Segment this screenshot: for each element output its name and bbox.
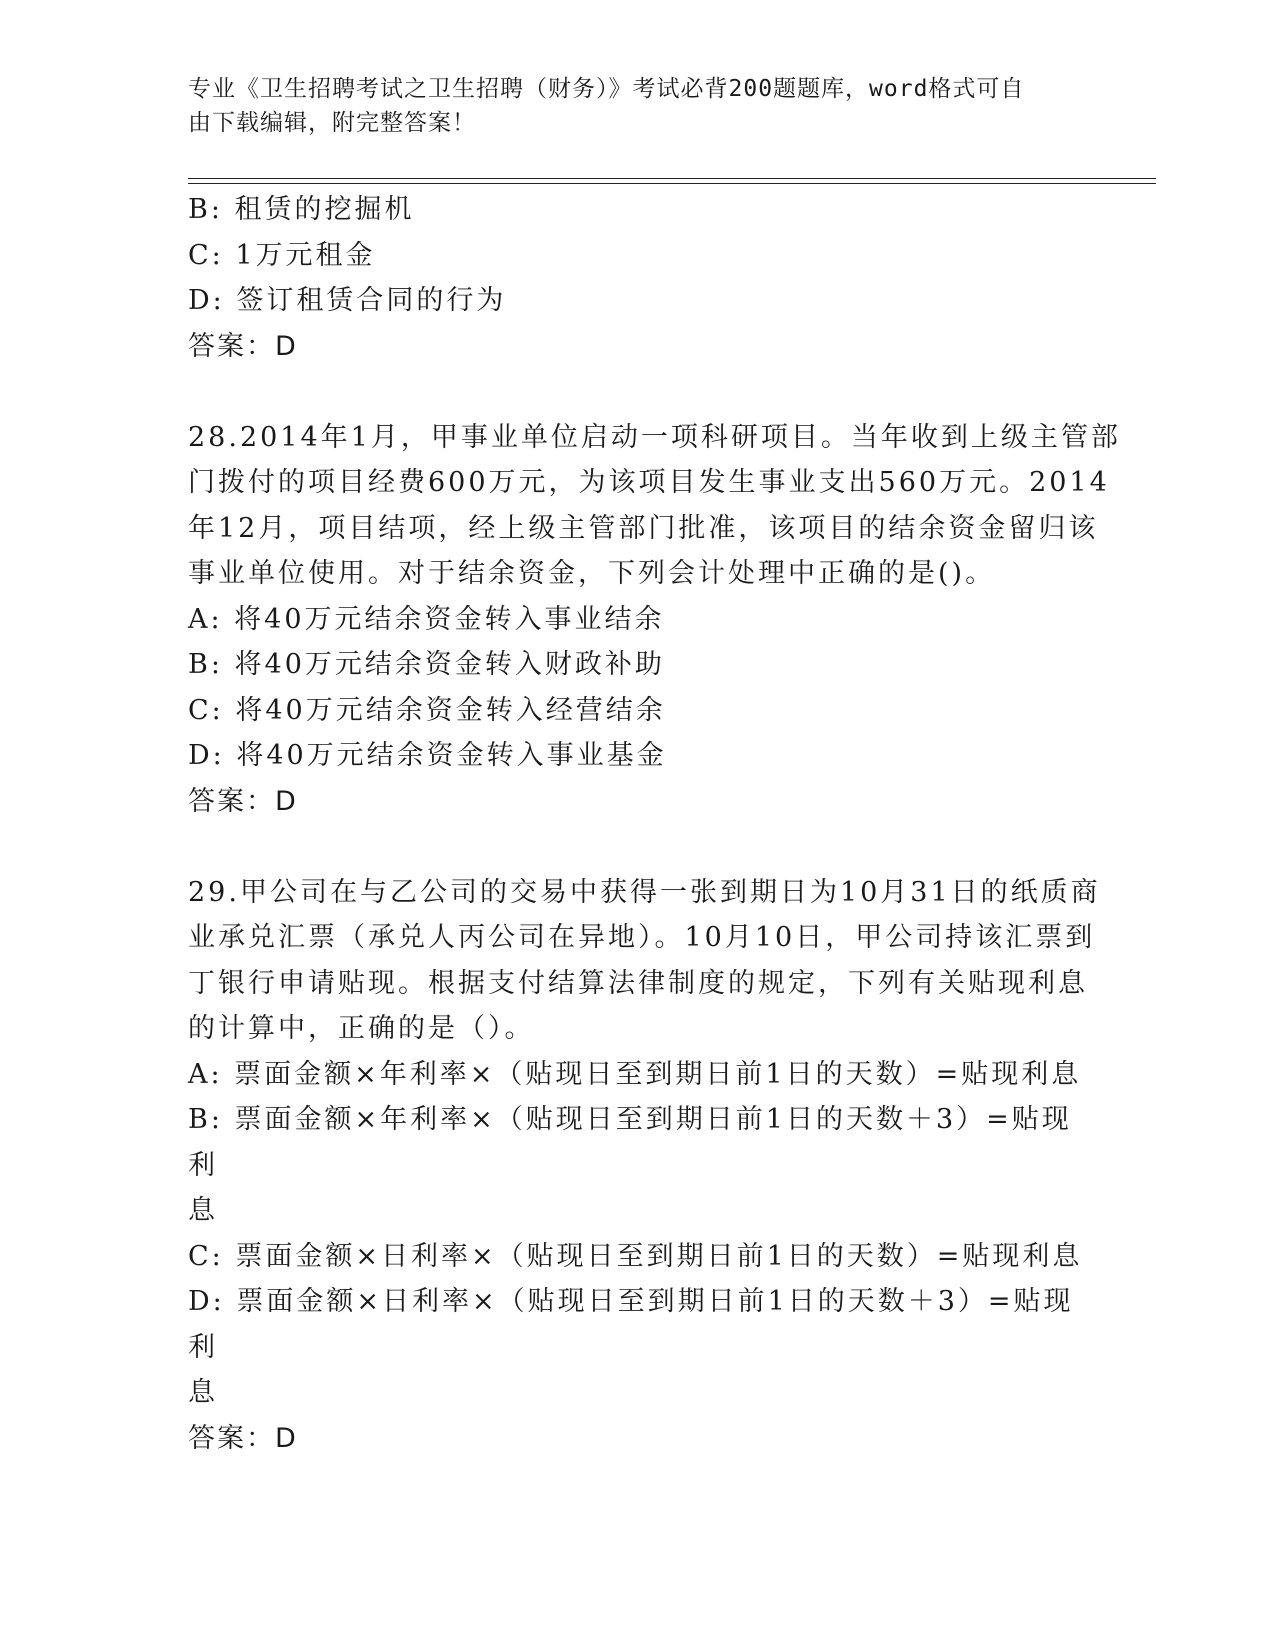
option-a: A: 票面金额×年利率×（贴现日至到期日前1日的天数）=贴现利息	[188, 1058, 1082, 1090]
spacer	[188, 369, 1088, 415]
option-a: A: 将40万元结余资金转入事业结余	[188, 603, 665, 635]
option-c: C: 将40万元结余资金转入经营结余	[188, 694, 666, 726]
option-d-continued: 息	[188, 1377, 218, 1408]
question-stem-line: 丁银行申请贴现。根据支付结算法律制度的规定，下列有关贴现利息	[188, 967, 1088, 999]
option-b-continued: 息	[188, 1195, 218, 1226]
option-b: B: 将40万元结余资金转入财政补助	[188, 649, 665, 680]
question-stem-line: 事业单位使用。对于结余资金，下列会计处理中正确的是()。	[188, 558, 996, 589]
option-b: B: 票面金额×年利率×（贴现日至到期日前1日的天数＋3）=贴现利	[188, 1104, 1072, 1181]
answer-line: 答案：D	[188, 785, 298, 817]
option-b: B: 租赁的挖掘机	[188, 194, 415, 225]
question-stem-line: 28.2014年1月，甲事业单位启动一项科研项目。当年收到上级主管部	[188, 421, 1121, 453]
option-d: D: 签订租赁合同的行为	[188, 285, 507, 316]
question-stem-line: 29.甲公司在与乙公司的交易中获得一张到期日为10月31日的纸质商	[188, 876, 1101, 908]
option-c: C: 票面金额×日利率×（贴现日至到期日前1日的天数）=贴现利息	[188, 1240, 1083, 1272]
question-28	[188, 415, 1121, 825]
question-stem-line: 的计算中，正确的是（）。	[188, 1013, 535, 1044]
question-stem-line: 业承兑汇票（承兑人丙公司在异地）。10月10日，甲公司持该汇票到	[188, 922, 1096, 953]
document-header	[188, 72, 1088, 140]
question-29	[188, 870, 1101, 1462]
spacer	[188, 824, 1088, 870]
answer-line: 答案：D	[188, 1422, 298, 1454]
question-27-continued	[188, 187, 1088, 369]
answer-line: 答案：D	[188, 330, 298, 362]
option-c: C: 1万元租金	[188, 239, 376, 271]
option-d: D: 票面金额×日利率×（贴现日至到期日前1日的天数＋3）=贴现利	[188, 1286, 1074, 1363]
header-divider-bottom	[188, 183, 1156, 184]
question-stem-line: 门拨付的项目经费600万元，为该项目发生事业支出560万元。2014	[188, 467, 1110, 498]
header-line-2: 由下载编辑，附完整答案！	[188, 110, 476, 136]
document-body	[188, 187, 1121, 1461]
question-stem-line: 年12月，项目结项，经上级主管部门批准，该项目的结余资金留归该	[188, 512, 1099, 544]
header-divider-top	[188, 178, 1156, 179]
header-line-1: 专业《卫生招聘考试之卫生招聘（财务）》考试必背200题题库，word格式可自	[188, 76, 1025, 102]
option-d: D: 将40万元结余资金转入事业基金	[188, 740, 667, 771]
